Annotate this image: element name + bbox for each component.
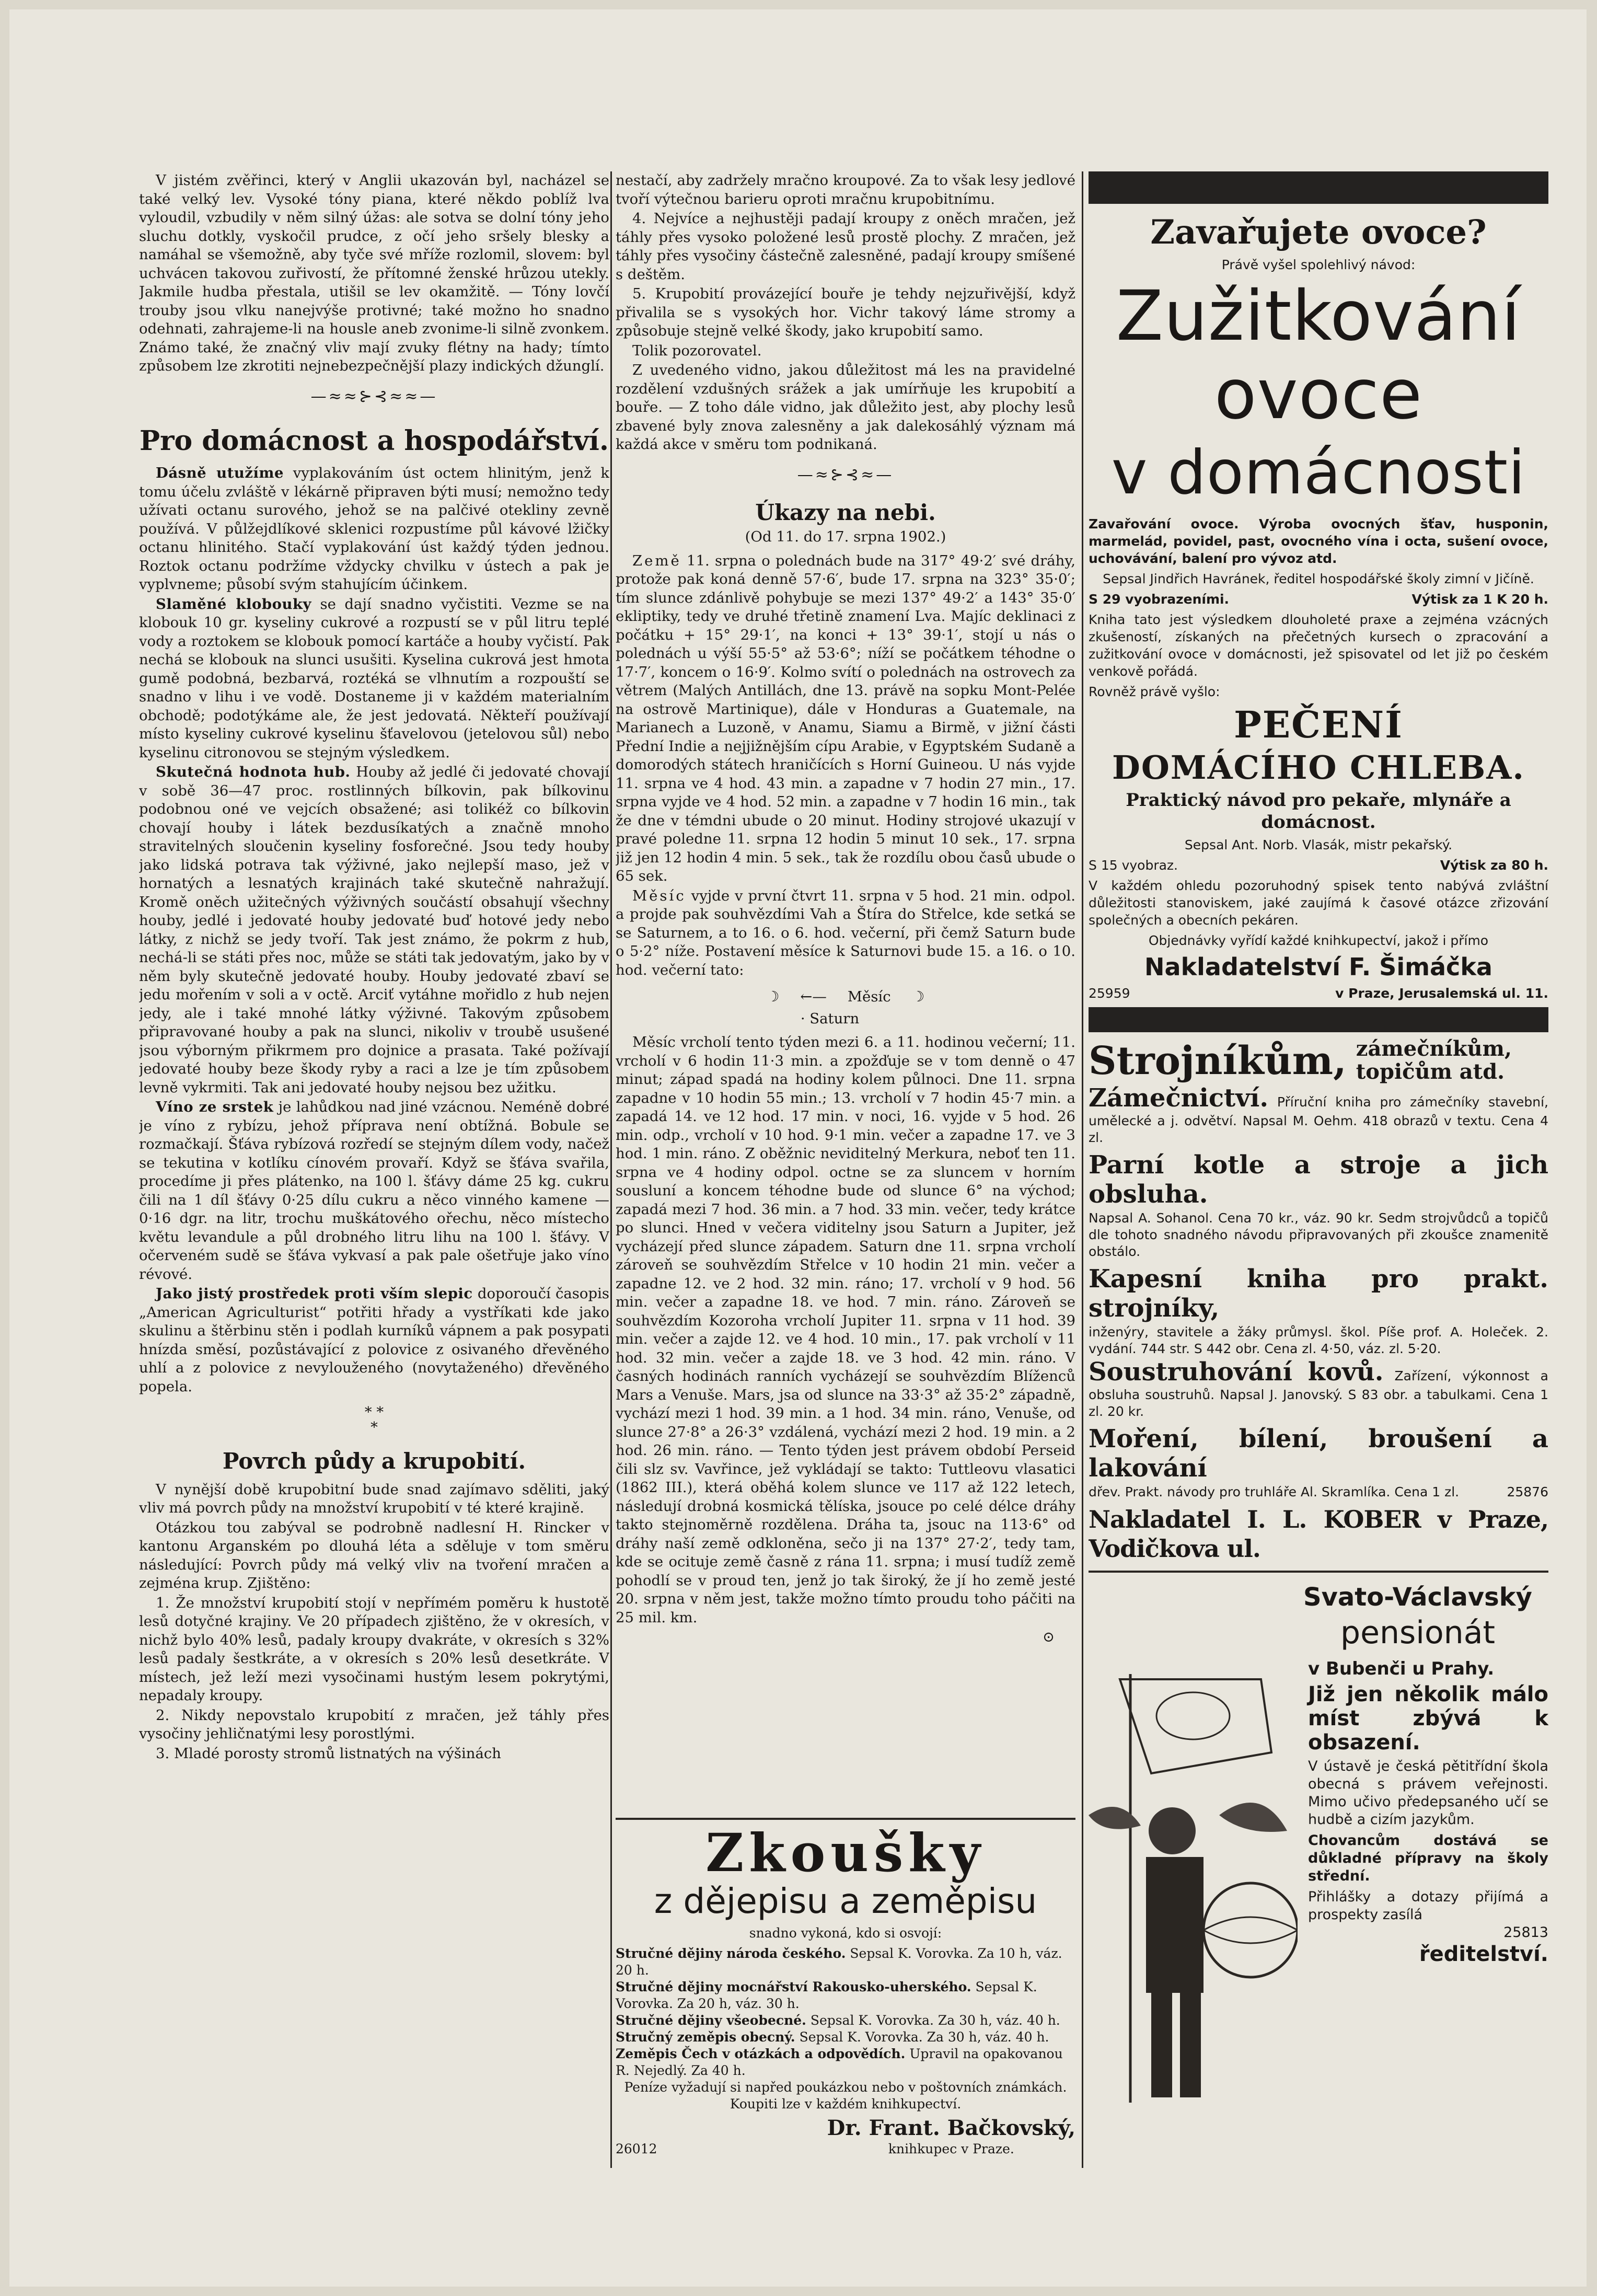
paragraph: Otázkou tou zabýval se podrobně nadlesní H. Rincker v kantonu Arganském po dlouhá léta a sděluje v tom směru následující: Povrch půdy má velký vliv na tvoření mračen a zejména krup. Zjištěno: xyxy=(139,1519,609,1591)
paragraph: nestačí, aby zadržely mračno kroupové. Za to však lesy jedlové tvoří výtečnou barieru oproti mračnu krupobitnímu. xyxy=(616,172,1075,207)
paragraph: je lahůdkou nad jiné vzácnou. Neméně dobré je víno z rybízu, jehož příprava není obtížná. Bobule se rozmačkají. Šťáva rybízová rozředí se stejným dílem vody, načež se tekutina v kotlíku cínovém provaří. Když se šťáva svařila, procedíme ji přes plátenko, na 100 l. šťávy dáme 25 kg. cukru čili na 1 díl šťávy 0·25 dílu cukru a něco vinného kamene — 0·16 dgr. na litr, trochu muškátového ořechu, něco místecho květu levandule a půl drobného litru lihu na 100 l. šťávy. V očerveném sudě se šťáva vykvasí a pak pale ošetřuje jako víno révové. xyxy=(139,1099,609,1283)
paragraph: doporoučí časopis „American Agriculturist“ potřiti hřady a vystříkati kde jako skulinu a štěrbinu stěn i podlah kurníků vápnem a pak posypati hnízda směsí, pozůstávající z polovice z osivaného dřevěného uhlí a z polovice z nevylouženého (novytaženého) dřevěného popela. xyxy=(139,1285,609,1395)
ad-text: Chovancům dostává se důkladné přípravy na školy střední. xyxy=(1308,1832,1548,1884)
newspaper-page xyxy=(9,9,1587,2287)
ad-book-info: Zařízení, výkonnost a obsluha soustruhů. Napsal J. Janovský. S 83 obr. a tabulkami. Cena 1 zl. 20 kr. xyxy=(1089,1368,1548,1419)
ad-book-info: Napsal A. Sohanol. Cena 70 kr., váz. 90 kr. Sedm strojvůdců a topičů dle tohoto snadného návodu připravovaných při zkoušce znamenitě obstálo. xyxy=(1089,1210,1548,1259)
paragraph-lead: Dásně utužíme xyxy=(156,465,284,481)
book-title: Zeměpis Čech v otázkách a odpovědích. xyxy=(616,2046,906,2061)
ad-illustrations: S 29 vyobrazeními. xyxy=(1089,592,1230,607)
paragraph: Houby až jedlé či jedovaté chovají v sobě 36—47 proc. rostlinných bílkovin, pak bílkovinu podobnou oné ve vejcích obsažené; asi tolikéž co bílkovin chovají houby i látek bezdusíkatých a značně mnoho stravitelných sloučenin kyseliny fosforečné. Jsou tedy houby jako lidská potrava tak výživné, jako nejlepší maso, jež v hornatých a lesnatých krajinách také skutečně nahražují. Kromě oněch užitečných výživných součástí obsahují všechny houby, jedlé i jedovaté houby jedovaté buď hotové jedy nebo látky, z nichž se jedy tvoří. Tak jest známo, že pokrm z hub, nechá-li se státi přes noc, může se státi tak jedovatým, jako by v něm byly skutečně jedovaté houby. Houby jedovaté zbaví se jedu mořením v soli a v octě. Arciť vytáhne mořidlo z hub nejen jedy, ale i také mnohé látky výživné. Takovým způsobem připravované houby a pak na slunci, nikoliv v troubě usušené jsou výborným přikrmem pro dojnice a prasata. Také požívají jedovaté houby beze škody ryby a raci a lze je tím způsobem levně vykrmiti. Tak ani jedovaté houby nejsou bez užitku. xyxy=(139,764,609,1096)
book-info: Upravil na opakovanou R. Nejedlý. Za 40 h. xyxy=(616,2046,1063,2078)
paragraph-lead: Měsíc xyxy=(632,887,686,904)
article-title: Úkazy na nebi. xyxy=(755,500,936,525)
paragraph: 3. Mladé porosty stromů listnatých na výšinách xyxy=(156,1745,501,1762)
moon-saturn-diagram xyxy=(616,988,1075,1007)
ad-author: Sepsal Ant. Norb. Vlasák, mistr pekařský. xyxy=(1184,837,1453,852)
ad-headline: Svato-Václavský xyxy=(1303,1583,1532,1612)
ad-book-title: PEČENÍ xyxy=(1234,703,1403,746)
ad-book-title: Kapesní kniha pro prakt. strojníky, xyxy=(1089,1264,1548,1323)
ad-zkousky xyxy=(616,1818,1075,2157)
ad-pensionat xyxy=(1089,1580,1548,2144)
divider xyxy=(1089,1571,1548,1573)
ad-price: Výtisk za 1 K 20 h. xyxy=(1411,592,1548,607)
ad-text-block xyxy=(1308,1658,1548,1967)
column-left xyxy=(139,171,609,2178)
ad-headline: Strojníkům, xyxy=(1089,1039,1347,1083)
ad-headline: Zavařujete ovoce? xyxy=(1150,213,1487,252)
book-info: Sepsal K. Vorovka. Za 30 h, váz. 40 h. xyxy=(799,2029,1049,2045)
ad-subtitle: z dějepisu a zeměpisu xyxy=(654,1881,1037,1921)
ad-illustrations: S 15 vyobraz. xyxy=(1089,858,1178,873)
paragraph: Z uvedeného vidno, jakou důležitost má les na pravidelné rozdělení vzdušných srážek a jak umírňuje les krupobití a bouře. — Z toho dále vidno, jak důležito jest, aby plochy lesů zbavené byly znova zalesněny a jak dalekosáhlý význam má každá akce v směru tom podnikaná. xyxy=(616,362,1075,453)
paragraph: Měsíc vrcholí tento týden mezi 6. a 11. hodinou večerní; 11. vrcholí v 6 hodin 11·3 min. a zpožďuje se v tom denně o 47 minut; západ spadá na hodiny kolem půlnoci. Dne 11. srpna zapadne v 10 hodin 55 min.; 13. vrcholí v 7 hodin 45·7 min. a zapadá 14. ve 12 hod. 17 min. v noci, 16. vyjde v 5 hod. 26 min. odp., vrcholí v 10 hod. 9·1 min. večer a zapadne 17. ve 3 hod. 1 min. ráno. Z oběžnic neviditelný Merkura, neboť ten 11. srpna ve 4 hodiny odpol. octne se za sluncem v horním sousluní a koncem téhodne bude od slunce 6° na východ; zapadá mezi 7 hod. 36 min. a 7 hod. 33 min. večer, tedy krátce po slunci. Hned v večera viditelny jsou Saturn a Jupiter, jež vycházejí před slunce západem. Saturn dne 11. srpna vrcholí zároveň se souhvězdím Střelce v 10 hodin 21 min. večer a zapadne 12. ve 2 hod. 32 min. ráno; 17. vrcholí v 9 hod. 56 min. večer a zapadne 18. ve hod. 7 min. ráno. Zároveň se souhvězdím Kozoroha vrcholí Jupiter 11. srpna v 11 hod. 39 min. večer a zajde 12. ve 4 hod. 10 min., 17. pak vrcholí v 11 hod. 32 min. večer a zajde 18. ve 3 hod. 42 min. ráno. V časných hodinách ranních vycházejí se souhvězdím Blíženců Mars a Venuše. Mars, jsa od slunce na 33·3° až 35·2° západně, vychází mezi 1 hod. 39 min. a 1 hod. 34 min. ráno, Venuše, od slunce 27·8° a 26·3° vzdálená, vychází mezi 2 hod. 19 min. a 2 hod. 26 min. ráno. — Tento týden jest právem období Perseid čili slz sv. Vavřince, jež vykládají se takto: Tuttleovu vlasatici (1862 III.), která oběhá kolem slunce ve 117 až 122 letech, následují drobná kosmická tělíska, jsouce po celé délce dráhy takto stejnoměrně rozdělena. Dráha ta, jsouc na 113·6° od dráhy naší země odkloněna, sečo ji na 137° 27·2′, tedy tam, kde se ocituje země časně z rána 11. srpna; i musí tudíž země pohodlí se v proud ten, jenž jo tak široký, že jí ho země jesté 20. srpna v něm jest, takže možno tímto proudu toho páčiti na 25 mil. km. xyxy=(616,1034,1075,1626)
ad-book-info: Příruční kniha pro zámečníky stavební, umělecké a j. odvětví. Napsal M. Oehm. 418 obrazů v textu. Cena 4 zl. xyxy=(1089,1094,1548,1145)
ad-text: V ústavě je česká pětitřídní škola obecná s právem veřejnosti. Mimo učivo předepsaného učí se hudbě a cizím jazykům. xyxy=(1308,1758,1548,1828)
ad-book-subtitle: Praktický návod pro pekaře, mlynáře a domácnost. xyxy=(1126,790,1511,833)
moon-icon: ☽ xyxy=(911,988,925,1005)
book-title: Stručný zeměpis obecný. xyxy=(616,2029,795,2045)
paragraph: 1. Že množství krupobití stojí v nepřímém poměru k hustotě lesů dotyčné krajiny. Ve 20 případech zjištěno, že v okresích, v nichž bylo 40% lesů, padaly kroupy dvakráte, v okresích s 32% lesů padaly šestkráte, a v okresích s 20% lesů desetkráte. V místech, jež leží mezi vysočinami hustým lesem pokrytými, nepadaly kroupy. xyxy=(139,1594,609,1704)
ad-big-title: v domácnosti xyxy=(1111,437,1526,508)
ad-book-title: Moření, bílení, broušení a lakování xyxy=(1089,1424,1548,1483)
ad-book-title: DOMÁCÍHO CHLEBA. xyxy=(1112,748,1525,787)
ad-title: Zkoušky xyxy=(705,1822,986,1884)
article-title: Povrch půdy a krupobití. xyxy=(222,1448,526,1474)
arrow-left-icon: ←— xyxy=(800,988,827,1005)
ad-orders: Objednávky vyřídí každé knihkupectví, jakož i přímo xyxy=(1148,933,1489,948)
ad-price: Výtisk za 80 h. xyxy=(1440,858,1548,873)
ad-headline-sub: zámečníkům, topičům atd. xyxy=(1356,1036,1512,1084)
paragraph-lead: Jako jistý prostředek proti vším slepic xyxy=(156,1285,473,1302)
ad-signature: ředitelství. xyxy=(1419,1942,1548,1966)
paragraph: 11. srpna o polednách bude na 317° 49·2′ své dráhy, protože pak koná denně 57·6′, bude 17. srpna na 323° 35·0′; tím slunce zdánlivě pohybuje se mezi 137° 49·2′ a 143° 35·0′ ekliptiky, tedy ve druhé třetině znamení Lva. Majíc deklinaci z počátku + 15° 29·1′, na konci + 13° 39·1′, stojí u nás o polednách u výší 55·5° až 53·6°; níží se počátkem téhodne o 17·7′, koncem o 16·9′. Kolmo svítí o polednách na ostrovech za větrem (Malých Antillách, dne 13. právě na sopku Mont-Pelée na ostrově Martinique), dále v Honduras a Guatemale, na Marianech a Luzoně, v Anamu, Siamu a Birmě, v jižní části Přední Indie a nejjižnějším cípu Arabie, v Egyptském Sudaně a domorodých státech hraničících s Horní Guineou. U nás vyjde 11. srpna ve 4 hod. 43 min. a zapadne v 7 hodin 27 min., 17. srpna vyjde ve 4 hod. 52 min. a zapadne v 7 hodin 16 min., tak že dne v témdni ubude o 20 minut. Hodiny strojové ukazují v pravé poledne 11. srpna 12 hodin 5 minut 10 sek., 17. srpna již jen 12 hodin 4 min. 5 sek., tak že rozdílu obou časů ubude o 65 sek. xyxy=(616,552,1075,884)
paragraph-lead: Skutečná hodnota hub. xyxy=(156,764,351,780)
ad-note: snadno vykoná, kdo si osvojí: xyxy=(749,1925,942,1941)
ad-book-info: dřev. Prakt. návody pro truhláře Al. Skramlíka. Cena 1 zl. xyxy=(1089,1484,1460,1499)
ad-book-title: Soustruhování kovů. xyxy=(1089,1357,1384,1387)
ad-banner-bar xyxy=(1089,1007,1548,1032)
ad-book-title: Zámečnictví. xyxy=(1089,1083,1269,1113)
dateline: (Od 11. do 17. srpna 1902.) xyxy=(745,528,946,545)
ad-book-title: Parní kotle a stroje a jich obsluha. xyxy=(1089,1150,1548,1209)
column-rule xyxy=(1082,171,1083,2168)
ad-publisher: Nakladatelství F. Šimáčka xyxy=(1144,953,1492,981)
ad-intro: Právě vyšel spolehlivý návod: xyxy=(1221,257,1416,272)
ad-text: Přihlášky a dotazy přijímá a prospekty zasílá xyxy=(1308,1889,1548,1923)
ad-availability: Již jen několik málo míst zbývá k obsazení. xyxy=(1308,1682,1548,1755)
book-info: Sepsal K. Vorovka. Za 10 h, váz. 20 h. xyxy=(616,1946,1062,1978)
paragraph: 2. Nikdy nepovstalo krupobití z mračen, jež táhly přes vysočiny jehličnatými lesy porostlými. xyxy=(139,1706,609,1742)
ad-publisher: Nakladatel I. L. KOBER v Praze, Vodičkova ul. xyxy=(1089,1505,1548,1563)
ad-contents: Zavařování ovoce. Výroba ovocných šťav, husponin, marmelád, povidel, past, ovocného vína i octa, sušení ovoce, uchovávání, balení pro vývoz atd. xyxy=(1089,516,1548,566)
paragraph-lead: Víno ze srstek xyxy=(156,1099,274,1115)
ad-address: v Praze, Jerusalemská ul. 11. xyxy=(1335,986,1548,1001)
ad-number: 25959 xyxy=(1089,986,1130,1001)
moon-icon: ☽ xyxy=(766,988,780,1005)
ad-number: 25876 xyxy=(1507,1484,1548,1499)
paragraph: V jistém zvěřinci, který v Anglii ukazován byl, nacházel se také velký lev. Vysoké tóny piana, které někdo poblíž lva vyloudil, vzbudily v něm silný úžas: ale sotva se dolní tóny jeho sluchu dotkly, vyskočil prudce, z očí jeho sršely blesky a namáhal se všemožně, aby tyče své mříže rozlomil, slovem: byl uchvácen takovou zuřivostí, že přítomné ženské hrůzou utekly. Jakmile hudba přestala, utišil se lev okamžitě. — Tóny lovčí trouby jsou vlku nanejvýše protivné; také možno ho snadno odehnati, zahrajeme-li na housle aneb zvonime-li silně zvonkem. Známo také, že značný vliv mají zvuky flétny na hady; tímto způsobem lze zkrotiti nejnebezpečnější plazy indických džunglí. xyxy=(139,172,609,374)
ad-place: v Bubenči u Prahy. xyxy=(1308,1658,1495,1679)
ad-number: 26012 xyxy=(616,2141,657,2156)
ad-book-info: inženýry, stavitele a žáky průmysl. škol. Píše prof. A. Holeček. 2. vydání. 744 str. S 442 obr. Cena zl. 4·50, váz. zl. 5·20. xyxy=(1089,1324,1548,1356)
ornament: —≈≈⊱⊰≈≈— xyxy=(310,387,438,406)
saturn-label: · Saturn xyxy=(800,1010,860,1027)
ad-also: Rovněž právě vyšlo: xyxy=(1089,684,1220,699)
ad-number: 25813 xyxy=(1503,1924,1548,1941)
ad-big-title: ovoce xyxy=(1214,354,1423,435)
book-info: Sepsal K. Vorovka. Za 20 h, váz. 30 h. xyxy=(616,1979,1037,2011)
ad-note: Peníze vyžadují si napřed poukázkou nebo v poštovních známkách. Koupiti lze v každém knihkupectví. xyxy=(624,2080,1067,2112)
ad-description: Kniha tato jest výsledkem dlouholeté praxe a zejména vzácných zkušeností, získaných na přečetných kursech o zpracování a zužitkování ovoce v domácnosti, jež spisovatel od let již po českém venkově pořádá. xyxy=(1089,612,1548,679)
boy-student-illustration xyxy=(1089,1658,1298,2118)
ad-description: V každém ohledu pozoruhodný spisek tento nabývá zvláštní důležitosti stanoviskem, jaké zaujímá k časové otázce zřizování společných a obecních pekáren. xyxy=(1089,878,1548,928)
book-title: Stručné dějiny všeobecné. xyxy=(616,2013,806,2028)
paragraph-lead: Slaměné klobouky xyxy=(156,595,311,613)
ad-author: Sepsal Jindřich Havránek, ředitel hospodářské školy zimní v Jičíně. xyxy=(1103,571,1534,586)
paragraph-lead: Země xyxy=(632,552,681,569)
paragraph: 4. Nejvíce a nejhustěji padají kroupy z oněch mračen, jež táhly přes vysoko položené lesů prostě plochy. Z mračen, jež táhly přes vysočiny částečně zalesněné, padají kroupy smíšené s deštěm. xyxy=(616,210,1075,283)
end-mark-icon: ⊙ xyxy=(1042,1629,1055,1645)
book-title: Stručné dějiny národa českého. xyxy=(616,1946,846,1961)
column-rule xyxy=(610,171,612,2168)
paragraph: V nynější době krupobitní bude snad zajímavo sděliti, jaký vliv má povrch půdy na množství krupobití v té které krajině. xyxy=(139,1481,609,1516)
book-info: Sepsal K. Vorovka. Za 30 h, váz. 40 h. xyxy=(810,2013,1060,2028)
column-right-ads xyxy=(1089,171,1548,2178)
ad-title: pensionát xyxy=(1340,1614,1495,1651)
paragraph: 5. Krupobití provázející bouře je tehdy nejzuřivější, když přivalila se s vysokých hor. Vichr takový láme stromy a způsobuje stejně velké škody, jako krupobití samo. xyxy=(616,285,1075,339)
ad-banner-bar xyxy=(1089,171,1548,204)
stars-separator: * xyxy=(371,1418,378,1436)
paragraph: Tolik pozorovatel. xyxy=(632,342,762,359)
paragraph: vyjde v první čtvrt 11. srpna v 5 hod. 21 min. odpol. a projde pak souhvězdími Vah a Štíra do Střelce, kde setká se se Saturnem, a to 16. o 6. hod. večerní, při čemž Saturn bude o 5·2° níže. Postavení měsíce k Saturnovi bude 15. a 16. o 10. hod. večerní tato: xyxy=(616,887,1075,978)
book-title: Stručné dějiny mocnářství Rakousko-uherského. xyxy=(616,1979,971,1994)
paragraph: vyplakováním úst octem hlinitým, jenž k tomu účelu zvláště v lékárně připraven býti musí; nemožno tedy užívati octanu surového, jehož se na palčivé otekliny zevně používá. V půlžejdlíkové sklenici rozpustíme půl kávové lžičky octanu hlinitého. Stačí vyplakování úst každý týden jednou. Roztok octanu podržíme vždycky chvilku v ústech a pak je vyplvneme; působí svým stahujícím účinkem. xyxy=(139,465,609,593)
paragraph: se dají snadno vyčistiti. Vezme se na klobouk 10 gr. kyseliny cukrové a rozpustí se v půl litru teplé vody a roztokem se klobouk pomocí kartáče a houby vyčistí. Pak nechá se klobouk na slunci usušiti. Kyselina cukrová jest hmota gumě podobná, bezbarvá, roztéká se vlhnutím a rozpouští se snadno v lihu i ve vodě. Dostaneme ji v každém materialním obchodě; podotýkáme ale, že jest jedovatá. Někteří používají místo kyseliny cukrové kyselinu šťavelovou (jetelovou sůl) nebo kyselinu citronovou se stejným výsledkem. xyxy=(139,595,609,761)
ad-publisher-sub: knihkupec v Praze. xyxy=(888,2141,1014,2156)
ad-publisher: Dr. Frant. Bačkovský, xyxy=(827,2116,1075,2140)
section-title: Pro domácnost a hospodářství. xyxy=(139,425,609,457)
column-middle xyxy=(616,171,1075,1813)
ad-big-title: Zužitkování xyxy=(1116,276,1521,356)
stars-separator: * * xyxy=(364,1404,384,1421)
ornament: —≈⊱⊰≈— xyxy=(797,465,894,484)
diagram-label: Měsíc xyxy=(847,988,891,1005)
